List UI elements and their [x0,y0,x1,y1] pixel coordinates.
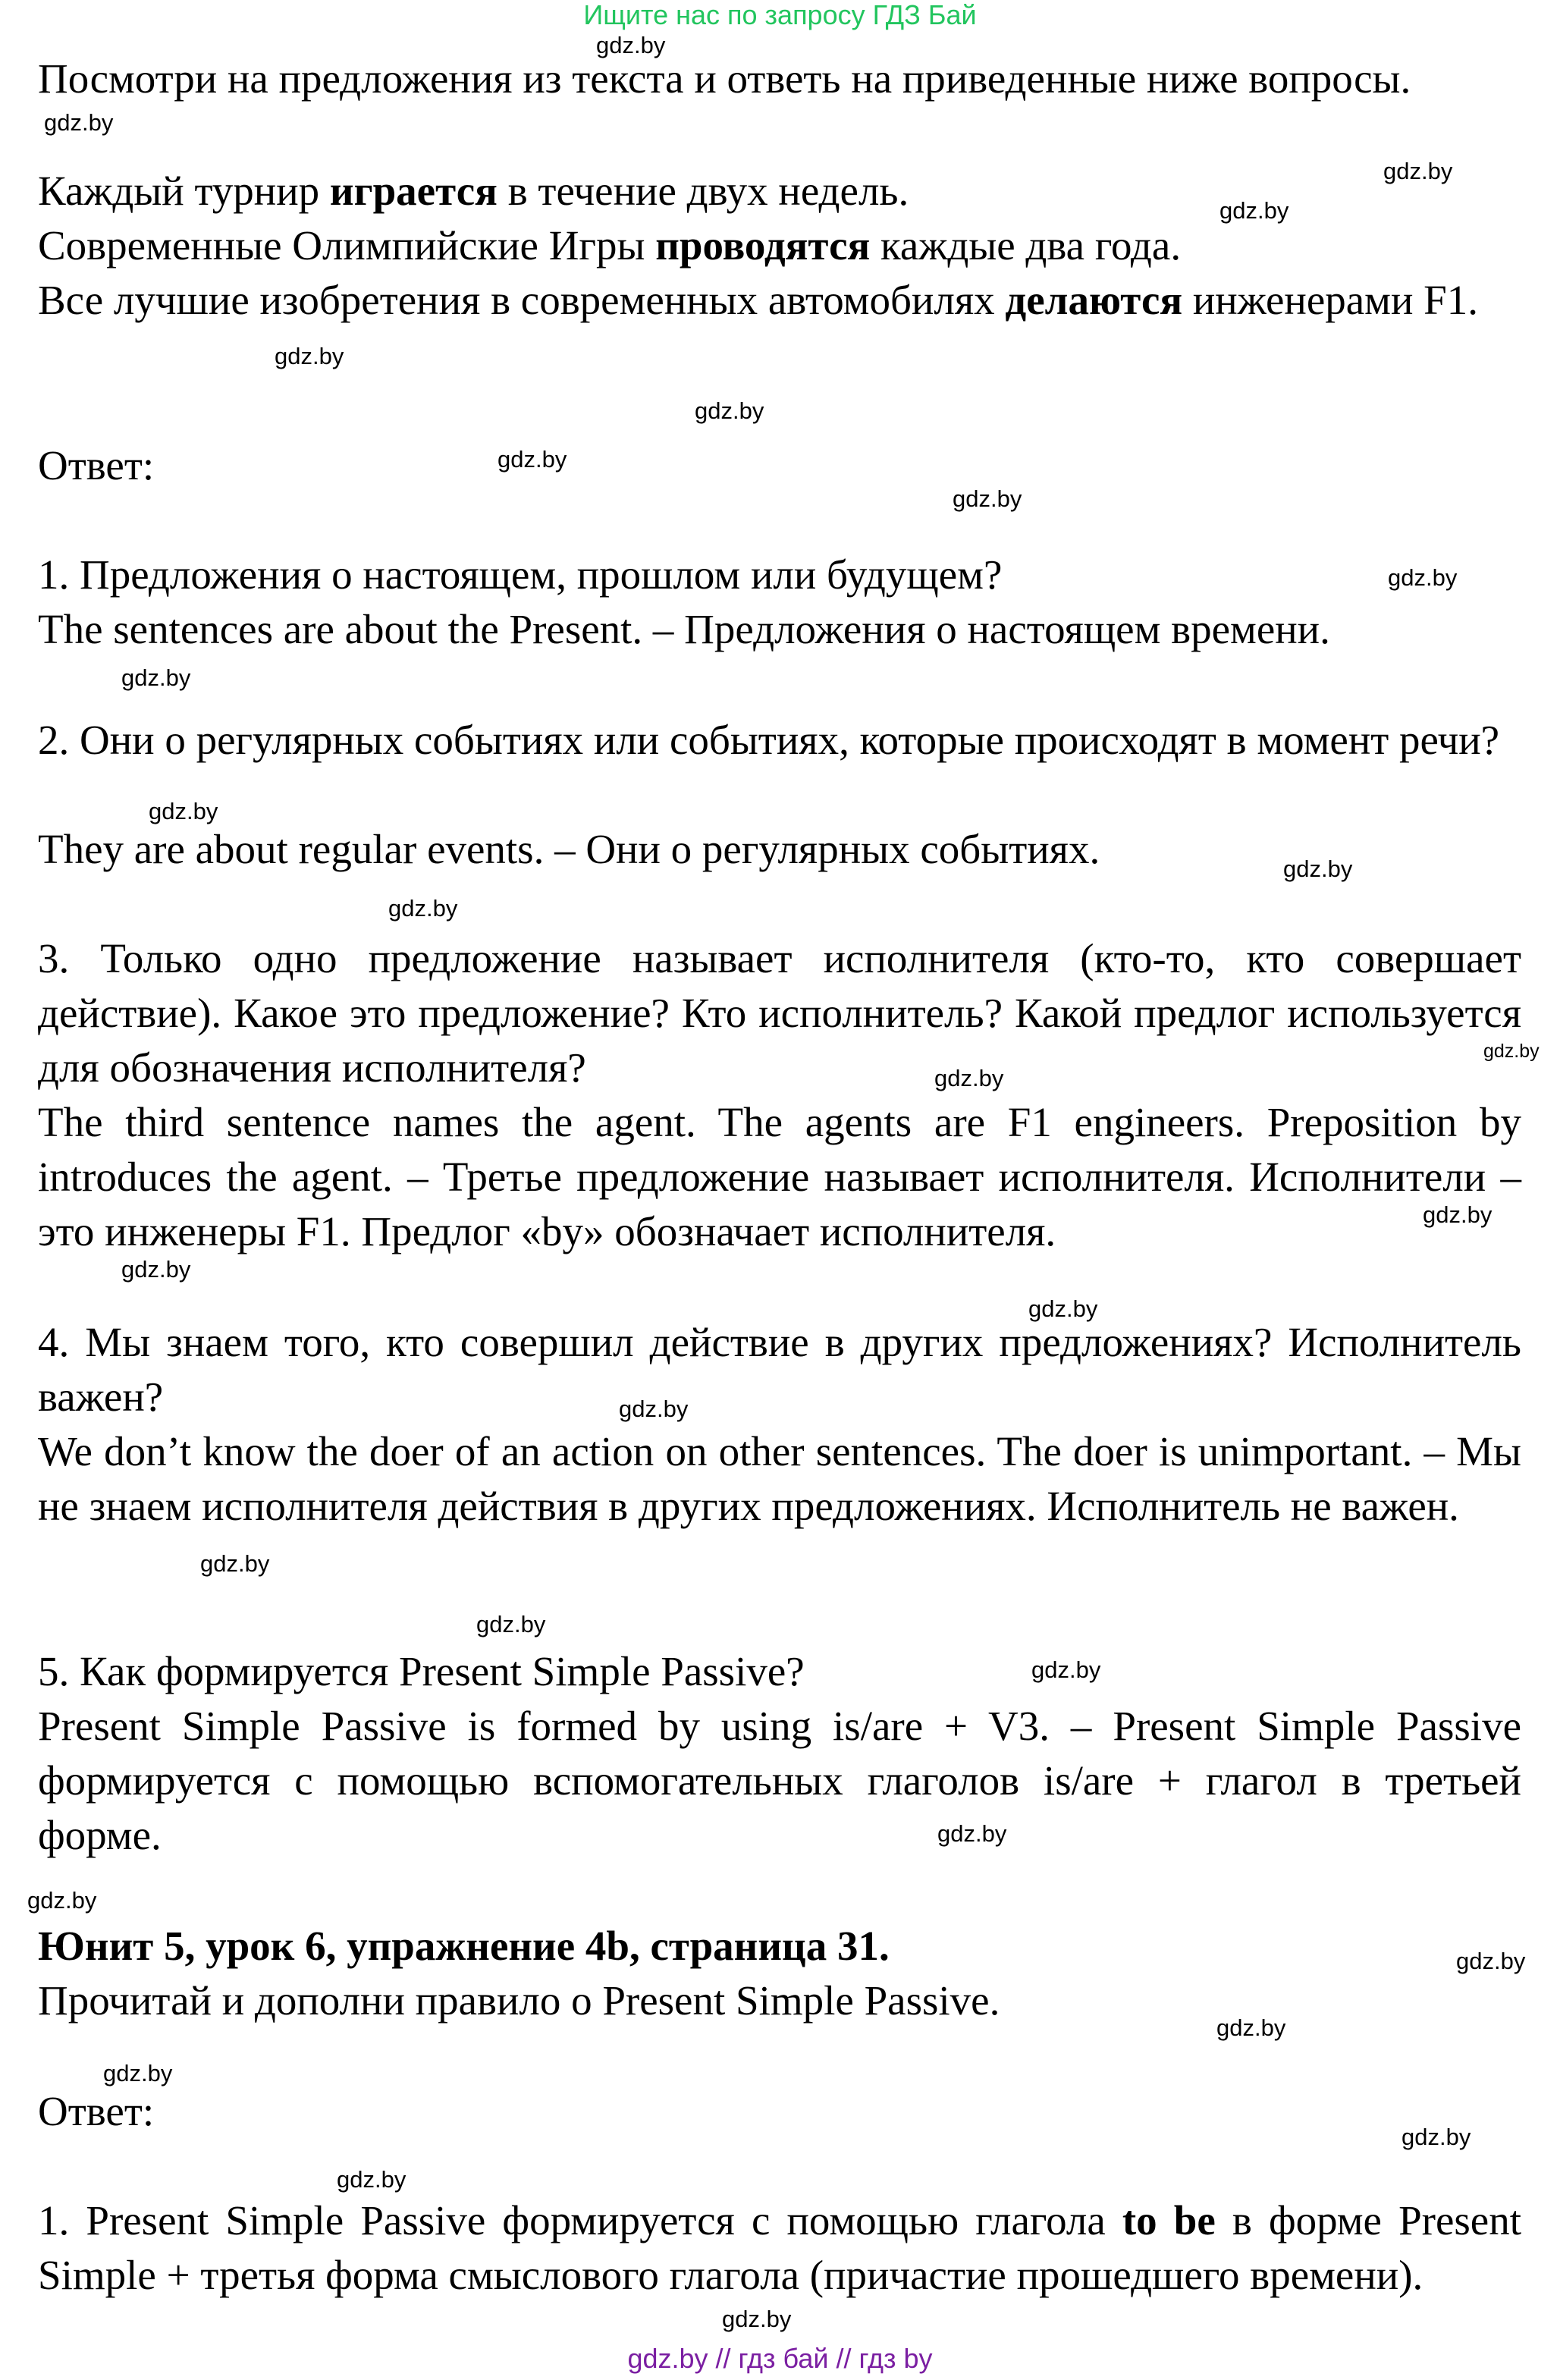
watermark: gdz.by [388,895,458,922]
watermark: gdz.by [953,485,1022,512]
watermark: gdz.by [722,2306,792,2332]
example-sentence-1: Каждый турнир играется в течение двух недель. [38,168,909,214]
question-4: 4. Мы знаем того, кто совершил действие в других предложениях? Исполнитель важен? [38,1319,1521,1420]
watermark: gdz.by [44,109,114,136]
answer-3: The third sentence names the agent. The agents are F1 engineers. Preposition by introduces the agent. – Третье предложение называет исполнителя. Исполнители – это инженеры F1. Предлог «by» обозначает исполнителя. [38,1099,1521,1254]
exercise-instruction: Посмотри на предложения из текста и ответь на приведенные ниже вопросы. [38,55,1411,102]
question-1: 1. Предложения о настоящем, прошлом или будущем? [38,551,1003,598]
watermark: gdz.by [1028,1295,1098,1322]
example-sentence-2: Современные Олимпийские Игры проводятся каждые два года. [38,222,1182,268]
watermark: gdz.by [1401,2124,1471,2150]
watermark: gdz.by [121,664,191,691]
watermark: gdz.by [27,1887,97,1914]
section-answer: 1. Present Simple Passive формируется с помощью глагола to be в форме Present Simple + третья форма смыслового глагола (причастие прошедшего времени). [38,2197,1521,2298]
section-heading: Юнит 5, урок 6, упражнение 4b, страница 31. [38,1923,890,1969]
watermark: gdz.by [1388,564,1458,591]
watermark: gdz.by [1456,1948,1526,1974]
watermark: gdz.by [596,32,666,58]
watermark: gdz.by [103,2060,173,2086]
footer-links: gdz.by // гдз бай // гдз by [627,2343,933,2374]
watermark: gdz.by [337,2166,406,2193]
watermark: gdz.by [121,1256,191,1283]
question-3: 3. Только одно предложение называет исполнителя (кто-то, кто совершает действие). Какое это предложение? Кто исполнитель? Какой предлог используется для обозначения исполнителя? [38,935,1521,1091]
watermark: gdz.by [1031,1656,1101,1683]
answer-4: We don’t know the doer of an action on other sentences. The doer is unimportant. – Мы не знаем исполнителя действия в других предложениях. Исполнитель не важен. [38,1428,1521,1529]
watermark: gdz.by [1219,197,1289,224]
watermark: gdz.by [1283,856,1353,882]
section-answer-label: Ответ: [38,2088,155,2134]
watermark: gdz.by [619,1396,689,1422]
watermark: gdz.by [1216,2014,1286,2041]
section-instruction: Прочитай и дополни правило о Present Simple Passive. [38,1977,1000,2024]
watermark: gdz.by [1423,1201,1493,1228]
watermark: gdz.by [476,1611,546,1637]
watermark: gdz.by [200,1550,270,1577]
watermark: gdz.by [1483,1041,1540,1062]
watermark: gdz.by [498,446,567,473]
example-sentence-3: Все лучшие изобретения в современных автомобилях делаются инженерами F1. [38,277,1479,323]
watermark: gdz.by [695,397,764,424]
watermark: gdz.by [934,1065,1004,1091]
header-banner: Ищите нас по запросу ГДЗ Бай [583,0,977,30]
answer-label: Ответ: [38,442,155,488]
question-2: 2. Они о регулярных событиях или событиях, которые происходят в момент речи? [38,717,1500,763]
watermark: gdz.by [149,798,218,824]
watermark: gdz.by [937,1820,1007,1847]
answer-5: Present Simple Passive is formed by using is/are + V3. – Present Simple Passive формируется с помощью вспомогательных глаголов is/are + глагол в третьей форме. [38,1703,1521,1858]
watermark: gdz.by [1383,158,1453,184]
answer-2: They are about regular events. – Они о регулярных событиях. [38,826,1100,872]
watermark: gdz.by [275,343,344,369]
answer-1: The sentences are about the Present. – Предложения о настоящем времени. [38,606,1330,652]
question-5: 5. Как формируется Present Simple Passive? [38,1648,805,1694]
